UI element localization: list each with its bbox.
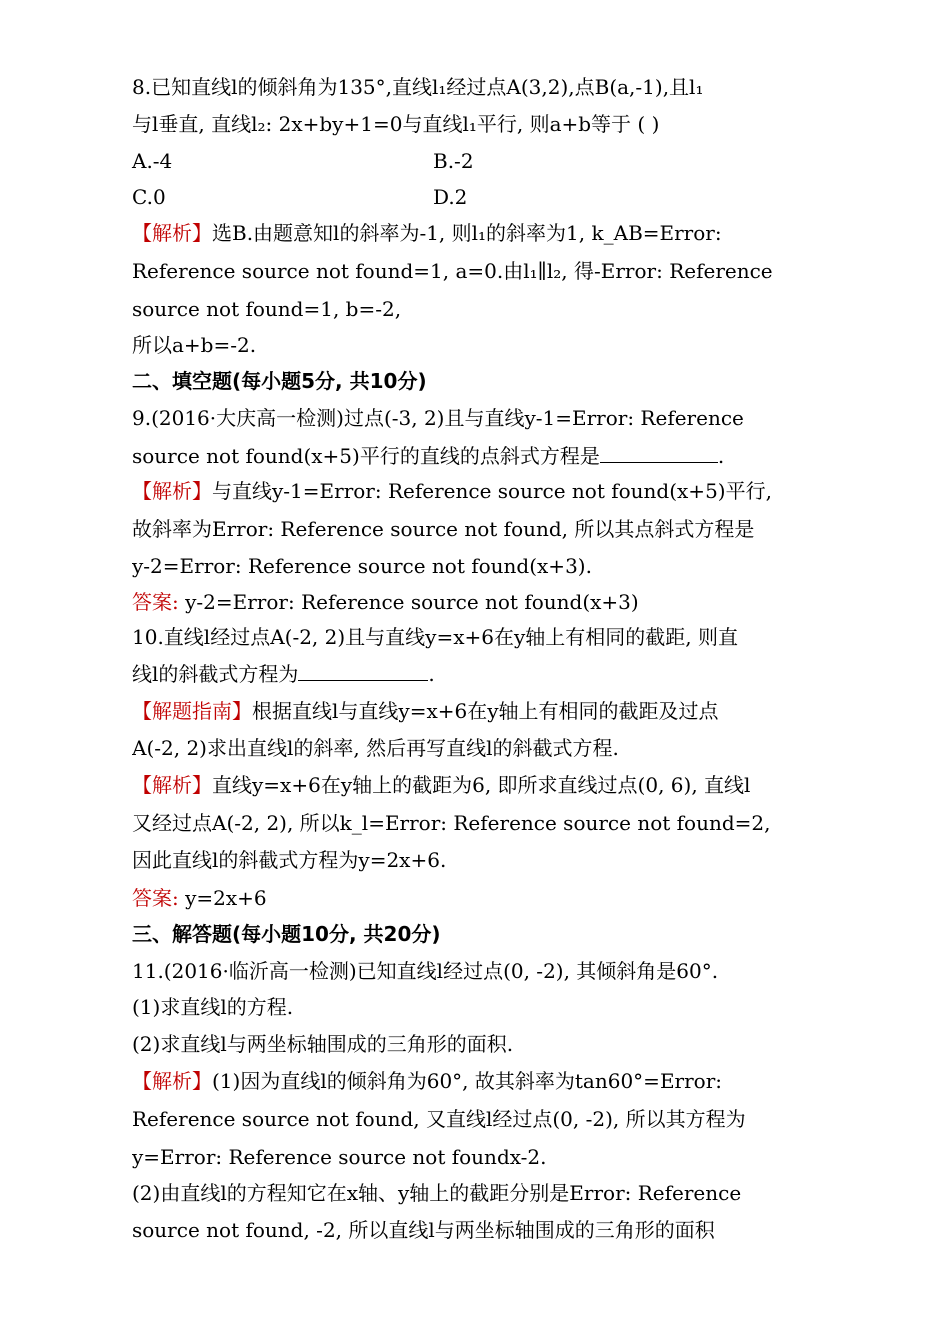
q9-analysis-line-1 [132, 478, 822, 504]
q9-line-2 [132, 442, 822, 469]
q10-guide-text: 根据直线l与直线y=x+6在y轴上有相同的截距及过点 [252, 699, 719, 723]
q11-analysis-line-3: y=Error: Reference source not foundx-2. [132, 1145, 547, 1169]
q8-analysis-line-1 [132, 220, 822, 246]
analysis-tag: 【解析】 [132, 773, 212, 797]
section-3-heading: 三、解答题(每小题10分, 共20分) [132, 922, 441, 946]
q11-line-3: (2)求直线l与两坐标轴围成的三角形的面积. [132, 1032, 514, 1056]
q8-option-b: B.-2 [433, 149, 474, 173]
q9-line-2-end: . [717, 444, 725, 468]
q11-line-1: 11.(2016·临沂高一检测)已知直线l经过点(0, -2), 其倾斜角是60°. [132, 959, 719, 983]
q10-analysis-text: 直线y=x+6在y轴上的截距为6, 即所求直线过点(0, 6), 直线l [212, 773, 751, 797]
q8-analysis-text: 选B.由题意知l的斜率为-1, 则l₁的斜率为1, k_AB=Error: [212, 221, 722, 245]
q10-guide-line-1 [132, 698, 822, 724]
q9-analysis-line-2: 故斜率为Error: Reference source not found, 所以其点斜式方程是 [132, 517, 755, 541]
q10-analysis-line-3: 因此直线l的斜截式方程为y=2x+6. [132, 848, 447, 872]
q9-answer-line [132, 589, 822, 615]
q11-analysis-line-1 [132, 1068, 822, 1094]
q9-analysis-text: 与直线y-1=Error: Reference source not found(x+5)平行, [212, 479, 772, 503]
answer-tag: 答案: [132, 590, 179, 614]
q8-line-2: 与l垂直, 直线l₂: 2x+by+1=0与直线l₁平行, 则a+b等于 ( ) [132, 112, 660, 136]
q8-analysis-line-4: 所以a+b=-2. [132, 333, 257, 357]
q10-analysis-line-1 [132, 772, 822, 798]
q10-answer-line [132, 885, 822, 911]
q11-analysis-line-5: source not found, -2, 所以直线l与两坐标轴围成的三角形的面积 [132, 1218, 715, 1242]
guide-tag: 【解题指南】 [132, 699, 252, 723]
q11-analysis-line-4: (2)由直线l的方程知它在x轴、y轴上的截距分别是Error: Reference [132, 1181, 742, 1205]
q9-answer-text: y-2=Error: Reference source not found(x+3) [178, 590, 639, 614]
q8-line-1: 8.已知直线l的倾斜角为135°,直线l₁经过点A(3,2),点B(a,-1),且l₁ [132, 75, 704, 99]
q9-answer-blank [600, 442, 718, 463]
analysis-tag: 【解析】 [132, 1069, 212, 1093]
q11-analysis-line-2: Reference source not found, 又直线l经过点(0, -2), 所以其方程为 [132, 1107, 746, 1131]
q9-line-1: 9.(2016·大庆高一检测)过点(-3, 2)且与直线y-1=Error: Reference [132, 406, 744, 430]
q10-answer-text: y=2x+6 [178, 886, 267, 910]
q9-analysis-line-3: y-2=Error: Reference source not found(x+3). [132, 554, 592, 578]
q8-analysis-line-3: source not found=1, b=-2, [132, 297, 402, 321]
section-2-heading: 二、填空题(每小题5分, 共10分) [132, 369, 427, 393]
q10-line-2-text: 线l的斜截式方程为 [132, 662, 299, 686]
q8-option-d: D.2 [433, 185, 468, 209]
q10-guide-line-2: A(-2, 2)求出直线l的斜率, 然后再写直线l的斜截式方程. [132, 736, 619, 760]
q10-analysis-line-2: 又经过点A(-2, 2), 所以k_l=Error: Reference source not found=2, [132, 811, 771, 835]
q8-option-a: A.-4 [132, 149, 173, 173]
q10-line-1: 10.直线l经过点A(-2, 2)且与直线y=x+6在y轴上有相同的截距, 则直 [132, 625, 739, 649]
q10-line-2 [132, 660, 822, 687]
q9-line-2-text: source not found(x+5)平行的直线的点斜式方程是 [132, 444, 600, 468]
q10-line-2-end: . [428, 662, 435, 686]
q8-analysis-line-2: Reference source not found=1, a=0.由l₁∥l₂, 得-Error: Reference [132, 259, 773, 283]
analysis-tag: 【解析】 [132, 221, 212, 245]
q11-analysis-text: (1)因为直线l的倾斜角为60°, 故其斜率为tan60°=Error: [212, 1069, 722, 1093]
q8-option-c: C.0 [132, 185, 166, 209]
answer-tag: 答案: [132, 886, 179, 910]
q11-line-2: (1)求直线l的方程. [132, 995, 294, 1019]
analysis-tag: 【解析】 [132, 479, 212, 503]
q10-answer-blank [298, 660, 428, 681]
